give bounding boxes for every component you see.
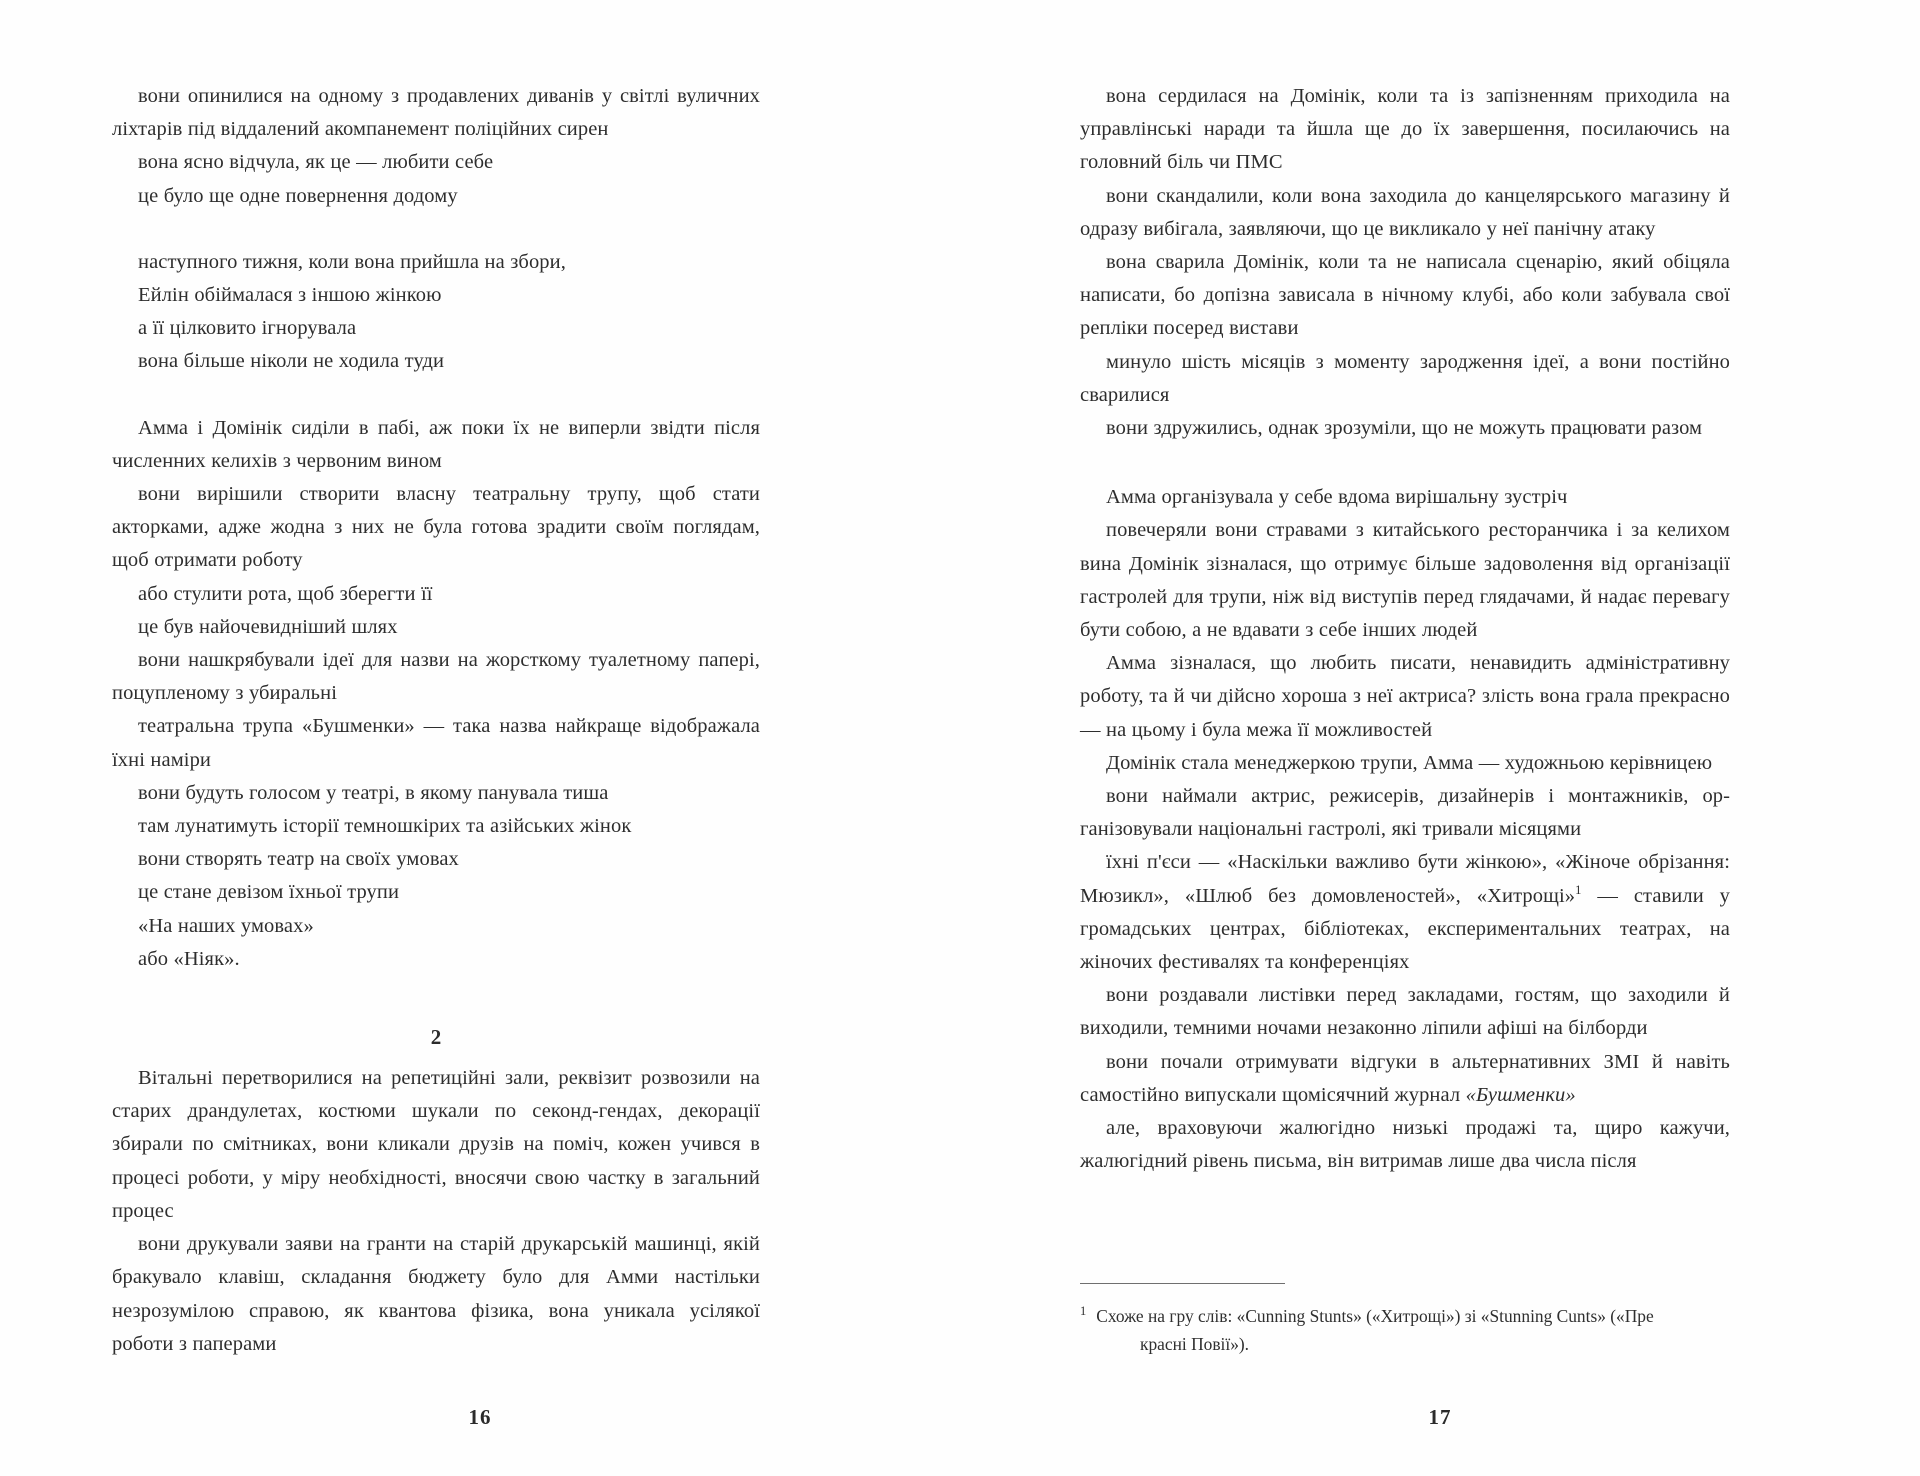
footnote-separator-rule (1080, 1283, 1285, 1284)
paragraph: вони наймали актрис, режисерів, дизайнерів і монтажників, організовували національні гастролі, які тривали місяцями (1080, 785, 1730, 841)
paragraph: вона сварила Домінік, коли та не написала сценарію, який обіцяла написати, бо допізна зависала в нічному клубі, або коли забувала свої репліки посеред вистави (1080, 251, 1730, 340)
paragraph: Амма і Домінік сиділи в пабі, аж поки їх не виперли звідти після численних келихів з червоним вином (112, 416, 760, 472)
paragraph: вони вирішили створити власну театральну трупу, щоб стати акторками, адже жодна з них не була готова зрадити своїм поглядам, щоб отримати роботу (112, 483, 760, 572)
paragraph-gap (112, 213, 760, 246)
paragraph: театральна трупа «Бушменки» — така назва найкраще відображала їхні наміри (112, 715, 760, 771)
paragraph: це стане девізом їхньої трупи (138, 881, 400, 904)
paragraph: Домінік стала менеджеркою трупи, Амма — художньою керівницею (1106, 751, 1713, 774)
paragraph-text-after-ref: — ставили у громадських центрах, бібліотеках, експериментальних театрах, на жіночих фестивалях та конференціях (1080, 884, 1730, 974)
paragraph: або стулити рота, щоб зберегти її (138, 582, 433, 605)
paragraph: повечеряли вони стравами з китайського ресторанчика і за келихом вина Домінік зізналася, що отримує більше задоволення від організації гастролей для трупи, ніж від виступів перед глядачами, й надає перевагу бути собою, а не вдавати з себе інших людей (1080, 519, 1730, 642)
paragraph: вони опинилися на одному з продавлених диванів у світлі вуличних ліхтарів під віддалений акомпанемент поліційних сирен (112, 85, 760, 141)
footnote-zone (1080, 1283, 1730, 1358)
paragraph-gap (1080, 445, 1730, 481)
paragraph: Ейлін обіймалася з іншою жінкою (138, 284, 442, 307)
paragraph-with-italic (1080, 1046, 1730, 1112)
paragraph-with-footnote-ref (1080, 846, 1730, 979)
paragraph: вони друкували заяви на гранти на старій друкарській машинці, якій бракувало клавіш, складання бюджету було для Амми настільки незрозумілою справою, як квантова фізика, вона уникала усілякої роботи з паперами (112, 1233, 760, 1355)
paragraph: вона більше ніколи не ходила туди (138, 350, 445, 373)
italic-journal-title: «Бушменки» (1465, 1083, 1576, 1106)
paragraph: минуло шість місяців з моменту зародження ідеї, а вони постійно сварилися (1080, 350, 1730, 406)
paragraph: це було ще одне повернення додому (138, 184, 458, 207)
paragraph-gap (112, 379, 760, 412)
paragraph: але, враховуючи жалюгідно низькі продажі та, щиро кажучи, жалюгідний рівень письма, він витримав лише два числа після (1080, 1117, 1730, 1173)
paragraph: це був найочевидніший шлях (138, 615, 398, 638)
page-right (960, 0, 1920, 1476)
paragraph: там лунатимуть історії темношкірих та азійських жінок (138, 815, 632, 838)
paragraph: вони створять театр на своїх умовах (138, 848, 459, 871)
paragraph-text-before-ref: їхні п'єси — «Наскільки важливо бути жінкою», «Жіноче обрізання: Мюзикл», «Шлюб без домовленостей», «Хитрощі» (1080, 851, 1730, 907)
footnote-line-2: красні Повії»). (1140, 1334, 1250, 1354)
paragraph: а її цілковито ігнорувала (138, 317, 357, 340)
paragraph: вони будуть голосом у театрі, в якому панувала тиша (138, 781, 609, 804)
footnote-line-1: Схоже на гру слів: «Cunning Stunts» («Хитрощі») зі «Stunning Cunts» («Пре (1096, 1306, 1654, 1326)
paragraph: «На наших умовах» (138, 914, 314, 937)
paragraph: Амма зізналася, що любить писати, ненавидить адміністративну роботу, та й чи дійсно хороша з неї актриса? злість вона грала прекрасно — на цьому і була межа її можливостей (1080, 652, 1730, 741)
paragraph: вона сердилася на Домінік, коли та із запізненням приходила на управлінські наради та йшла ще до їх завершення, посилаючись на головний біль чи ПМС (1080, 85, 1730, 174)
paragraph: вони здружились, однак зрозуміли, що не можуть працювати разом (1106, 417, 1703, 440)
paragraph: або «Ніяк». (138, 947, 240, 970)
footnote-reference[interactable]: 1 (1575, 882, 1582, 897)
section-number: 2 (430, 1025, 442, 1050)
paragraph: наступного тижня, коли вона прийшла на збори, (138, 250, 566, 273)
right-text-column (1080, 80, 1730, 1179)
footnote-text (1080, 1297, 1730, 1358)
paragraph: вони нашкрябували ідеї для назви на жорсткому туалетному папері, поцупленому з убиральні (112, 649, 760, 705)
paragraph: вони скандалили, коли вона заходила до канцелярського магазину й одразу вибігала, заявляючи, що це викликало у неї панічну атаку (1080, 184, 1730, 240)
left-text-column (112, 80, 760, 1361)
paragraph-text-before-italic: вони почали отримувати відгуки в альтернативних ЗМІ й навіть самостійно випускали щомісячний журнал (1080, 1050, 1730, 1106)
paragraph: Вітальні перетворилися на репетиційні зали, реквізит розвозили на старих драндулетах, костюми шукали по секонд-гендах, декорації збирали по смітниках, вони кликали друзів на поміч, кожен учився в процесі роботи, у міру необхідності, вносячи свою частку в загальний процес (112, 1067, 760, 1222)
paragraph: Амма організувала у себе вдома вирішальну зустріч (1106, 486, 1568, 509)
footnote-marker: 1 (1080, 1304, 1087, 1319)
paragraph: вона ясно відчула, як це — любити себе (138, 151, 494, 174)
page-number-right: 17 (1428, 1405, 1452, 1429)
paragraph: вони роздавали листівки перед закладами, гостям, що заходили й виходили, темними ночами незаконно ліпили афіші на білборди (1080, 984, 1730, 1040)
page-number-left: 16 (468, 1405, 492, 1429)
